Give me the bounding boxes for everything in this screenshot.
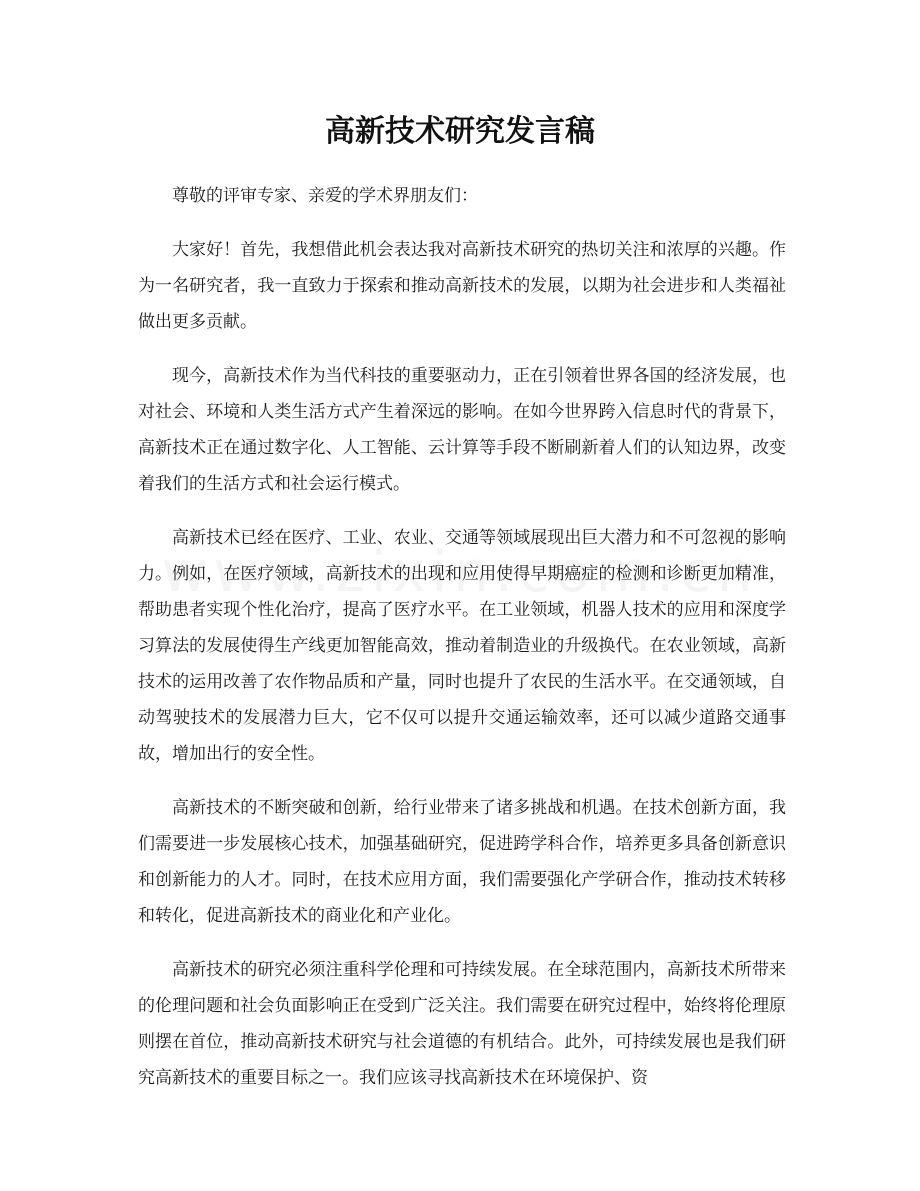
paragraph-ethics: 高新技术的研究必须注重科学伦理和可持续发展。在全球范围内，高新技术所带来的伦理问题和社会负面影响正在受到广泛关注。我们需要在研究过程中，始终将伦理原则摆在首位，推动高新技术研究与社会道德的有机结合。此外，可持续发展也是我们研究高新技术的重要目标之一。我们应该寻找高新技术在环境保护、资 [138, 960, 786, 1088]
paragraph-applications: 高新技术已经在医疗、工业、农业、交通等领域展现出巨大潜力和不可忽视的影响力。例如，在医疗领域，高新技术的出现和应用使得早期癌症的检测和诊断更加精准，帮助患者实现个性化治疗，提高了医疗水平。在工业领域，机器人技术的应用和深度学习算法的发展使得生产线更加智能高效，推动着制造业的升级换代。在农业领域，高新技术的运用改善了农作物品质和产量，同时也提升了农民的生活水平。在交通领域，自动驾驶技术的发展潜力巨大，它不仅可以提升交通运输效率，还可以减少道路交通事故，增加出行的安全性。 [138, 528, 786, 764]
paragraph-current-state: 现今，高新技术作为当代科技的重要驱动力，正在引领着世界各国的经济发展，也对社会、环境和人类生活方式产生着深远的影响。在如今世界跨入信息时代的背景下，高新技术正在通过数字化、人工智能、云计算等手段不断刷新着人们的认知边界，改变着我们的生活方式和社会运行模式。 [138, 366, 786, 494]
salutation: 尊敬的评审专家、亲爱的学术界朋友们： [172, 186, 478, 206]
paragraph-greeting: 大家好！首先，我想借此机会表达我对高新技术研究的热切关注和浓厚的兴趣。作为一名研究者，我一直致力于探索和推动高新技术的发展，以期为社会进步和人类福祉做出更多贡献。 [138, 240, 786, 332]
paragraph-challenges: 高新技术的不断突破和创新，给行业带来了诸多挑战和机遇。在技术创新方面，我们需要进一步发展核心技术，加强基础研究，促进跨学科合作，培养更多具备创新意识和创新能力的人才。同时，在技术应用方面，我们需要强化产学研合作，推动技术转移和转化，促进高新技术的商业化和产业化。 [138, 798, 786, 926]
page-title: 高新技术研究发言稿 [325, 114, 595, 149]
document-body [138, 178, 786, 1114]
